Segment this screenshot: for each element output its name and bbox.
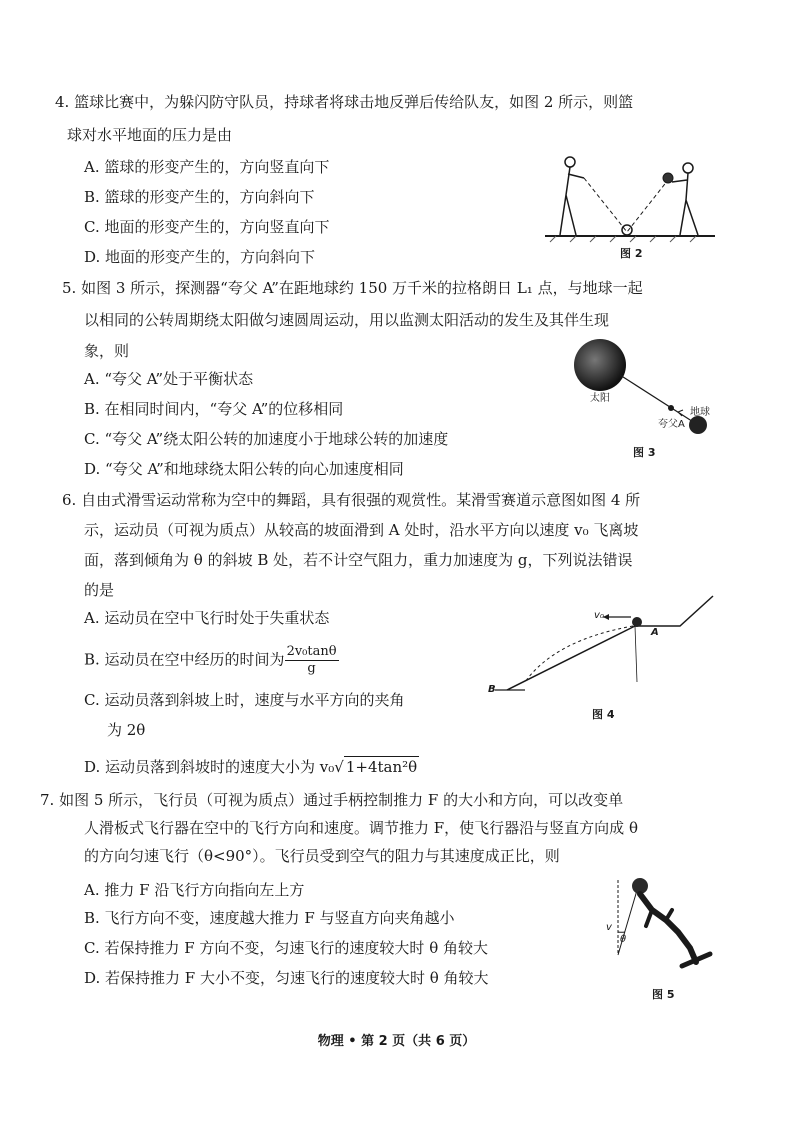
- q5-option-d: D. “夸父 A”和地球绕太阳公转的向心加速度相同: [84, 460, 404, 478]
- q5-stem-line2: 以相同的公转周期绕太阳做匀速圆周运动，用以监测太阳活动的发生及其伴生现: [84, 311, 610, 329]
- figure-3-sun-label: 太阳: [590, 393, 610, 404]
- q6-option-b-text: B. 运动员在空中经历的时间为: [84, 650, 285, 669]
- q6-option-b-numerator: 2v₀tanθ: [286, 644, 337, 659]
- page-footer: 物理 • 第 2 页（共 6 页）: [317, 1034, 476, 1049]
- q4-option-b: B. 篮球的形变产生的，方向斜向下: [84, 188, 315, 206]
- q6-stem-line1: 6. 自由式滑雪运动常称为空中的舞蹈，具有很强的观赏性。某滑雪赛道示意图如图 4 所: [62, 491, 641, 509]
- figure-3-sun-earth: [570, 335, 720, 435]
- q7-stem-line3: 的方向匀速飞行（θ<90°）。飞行员受到空气的阻力与其速度成正比，则: [84, 847, 560, 865]
- q7-stem-line1: 7. 如图 5 所示，飞行员（可视为质点）通过手柄控制推力 F 的大小和方向，可以改变单: [40, 791, 624, 809]
- q5-option-b: B. 在相同时间内，“夸父 A”的位移相同: [84, 400, 344, 418]
- q6-option-c-line1: C. 运动员落到斜坡上时，速度与水平方向的夹角: [84, 691, 405, 709]
- q6-option-d-root: 1+4tan²θ: [345, 758, 418, 776]
- figure-4-ski-slope: [485, 590, 720, 700]
- q4-stem-line1: 4. 篮球比赛中，为躲闪防守队员，持球者将球击地反弹后传给队友，如图 2 所示，则篮: [55, 93, 634, 111]
- q7-option-a: A. 推力 F 沿飞行方向指向左上方: [84, 881, 305, 899]
- q6-stem-line2: 示，运动员（可视为质点）从较高的坡面滑到 A 处时，沿水平方向以速度 v₀ 飞离坡: [84, 521, 639, 539]
- q7-option-b: B. 飞行方向不变，速度越大推力 F 与竖直方向夹角越小: [84, 909, 455, 927]
- q4-option-a: A. 篮球的形变产生的，方向竖直向下: [84, 158, 330, 176]
- q5-stem-line1: 5. 如图 3 所示，探测器“夸父 A”在距地球约 150 万千米的拉格朗日 L₁ 点，与地球一起: [62, 279, 643, 297]
- q4-option-c: C. 地面的形变产生的，方向竖直向下: [84, 218, 330, 236]
- q4-stem-line2: 球对水平地面的压力是由: [67, 126, 233, 144]
- q4-option-d: D. 地面的形变产生的，方向斜向下: [84, 248, 316, 266]
- figure-5-caption: 图 5: [652, 988, 675, 1001]
- q6-option-b: [84, 644, 339, 677]
- figure-3-caption: 图 3: [633, 446, 656, 459]
- figure-4-caption: 图 4: [592, 708, 615, 721]
- q6-option-c-line2: 为 2θ: [107, 721, 146, 739]
- figure-2-basketball: [540, 150, 720, 240]
- q6-option-d-text: D. 运动员落到斜坡时的速度大小为 v₀: [84, 758, 335, 776]
- figure-5-v-label: v: [606, 922, 612, 933]
- figure-3-probe-label: 夸父A: [658, 419, 685, 430]
- figure-4-v0-label: v₀: [594, 610, 604, 621]
- figure-5-flyer: [600, 870, 720, 980]
- figure-4-point-b-label: B: [488, 684, 496, 695]
- q6-stem-line4: 的是: [84, 581, 115, 599]
- q6-option-a: A. 运动员在空中飞行时处于失重状态: [84, 609, 330, 627]
- q7-stem-line2: 人滑板式飞行器在空中的飞行方向和速度。调节推力 F，使飞行器沿与竖直方向成 θ: [84, 819, 638, 837]
- figure-5-theta-label: θ: [620, 934, 627, 945]
- q6-option-d: D. 运动员落到斜坡时的速度大小为 v₀√ 1+4tan²θ: [84, 758, 418, 776]
- figure-2-caption: 图 2: [620, 247, 643, 260]
- figure-4-point-a-label: A: [651, 627, 659, 638]
- q7-option-c: C. 若保持推力 F 方向不变，匀速飞行的速度较大时 θ 角较大: [84, 939, 488, 957]
- q6-stem-line3: 面，落到倾角为 θ 的斜坡 B 处，若不计空气阻力，重力加速度为 g，下列说法错误: [84, 551, 633, 569]
- q5-stem-line3: 象，则: [84, 342, 130, 360]
- figure-3-earth-label: 地球: [690, 407, 710, 418]
- q6-option-b-denominator: g: [307, 661, 316, 676]
- q7-option-d: D. 若保持推力 F 大小不变，匀速飞行的速度较大时 θ 角较大: [84, 969, 489, 987]
- q6-option-b-fraction: [285, 644, 339, 677]
- q5-option-a: A. “夸父 A”处于平衡状态: [84, 370, 254, 388]
- q5-option-c: C. “夸父 A”绕太阳公转的加速度小于地球公转的加速度: [84, 430, 449, 448]
